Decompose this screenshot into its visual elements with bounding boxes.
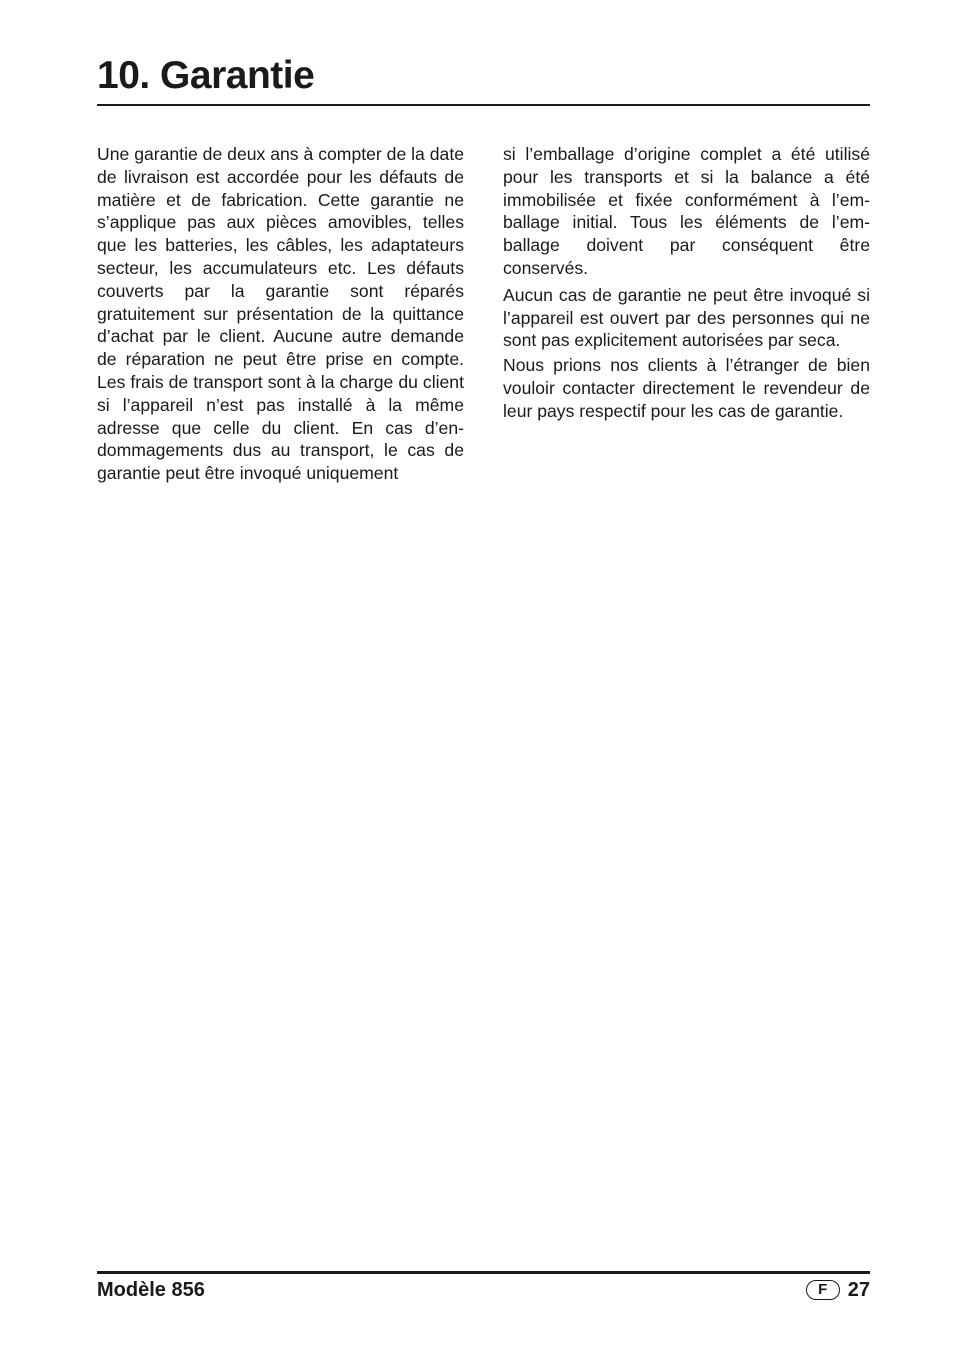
paragraph-packaging: si l’emballage d’origine complet a été utilisé pour les transports et si la balance a été immobilisée et fixée conformément à l’emballage initial. Tous les éléments de l’emballage doivent par conséquent être conservés. <box>503 144 870 278</box>
language-badge: F <box>806 1280 840 1300</box>
footer-model-name: Modèle 856 <box>97 1279 205 1301</box>
page-title: 10. Garantie <box>97 54 315 97</box>
footer-page-info <box>806 1277 870 1303</box>
left-column <box>97 143 464 485</box>
right-column <box>503 143 870 423</box>
paragraph-unauthorized-opening: Aucun cas de garantie ne peut être invoqué si l’appareil est ouvert par des personnes qui ne sont pas explicitement autorisées par seca. <box>503 284 870 351</box>
paragraph-warranty-terms: Une garantie de deux ans à compter de la date de livraison est accordée pour les défauts de matière et de fabrication. Cette garantie ne s’applique pas aux pièces amovibles, telles que les batteries, les câbles, les adaptateurs secteur, les accumulateurs etc. Les défauts couverts par la garantie sont réparés gratuitement sur présentation de la quittance d’achat par le client. Aucune autre demande de réparation ne peut être prise en compte. Les frais de transport sont à la charge du client si l’appareil n’est pas installé à la même adresse que celle du client. En cas d’endommagements dus au transport, le cas de garantie peut être invoqué uniquement <box>97 144 464 484</box>
title-divider <box>97 104 870 106</box>
page-number: 27 <box>847 1279 870 1301</box>
paragraph-foreign-customers: Nous prions nos clients à l’étranger de bien vouloir contacter directement le revendeur de leur pays respectif pour les cas de garantie. <box>503 355 870 421</box>
footer-divider <box>97 1271 870 1274</box>
